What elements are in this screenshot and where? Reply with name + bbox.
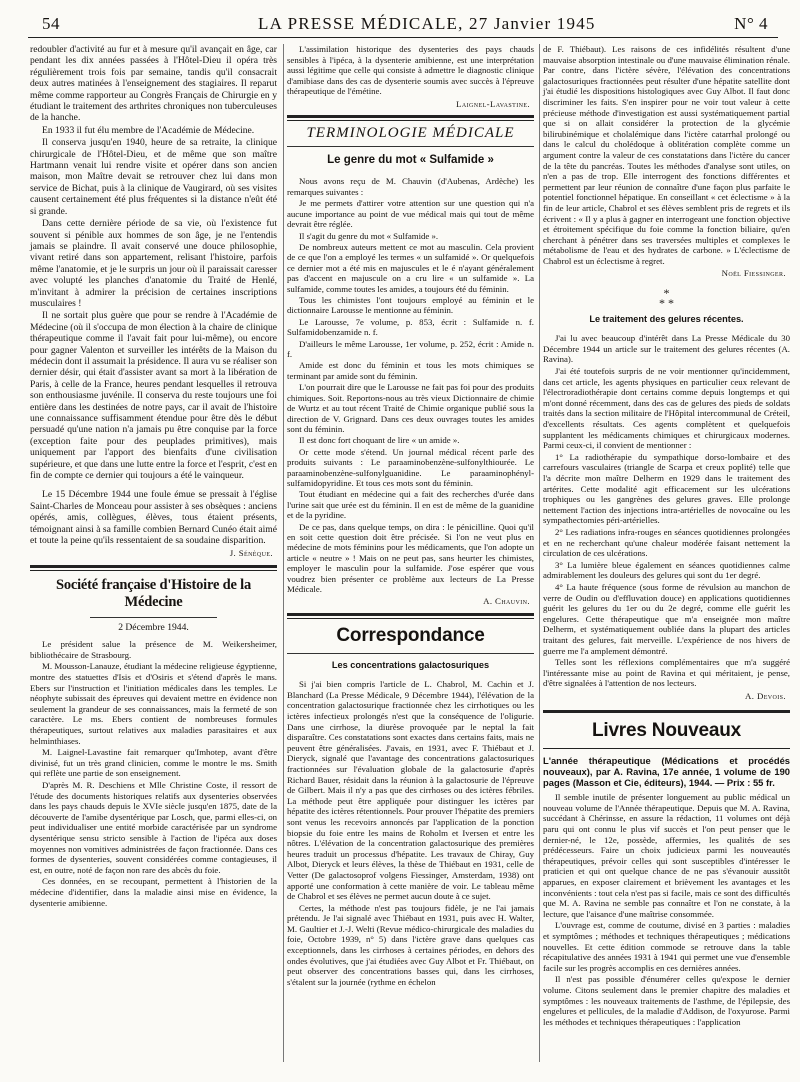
signature: Noël Fiessinger. bbox=[721, 268, 786, 279]
quote-paragraph: D'ailleurs le même Larousse, 1er volume, p. 252, écrit : Amide n. f. bbox=[287, 338, 534, 360]
paragraph: Il semble inutile de présenter longuement au public médical un nouveau volume de l'Année thérapeutique. Depuis que M. A. Ravina, succédant à Chérinsse, en assure la rédaction, 11 volumes ont déjà paru qui ont connu le plus vif succès et l'on peut penser que le dernier-né, le 12e, possède, affermies, les qualités de ses prédécesseurs. Faire un choix judicieux parmi les nouveautés thérapeutiques, prévoir celles qui sont susceptibles d'intéresser le praticien et qui ont quelque chance de ne pas s'évanouir aussitôt apparues, en exposer clairement et brièvement les avantages et les inconvénients : tout cela n'est pas si facile, mais ce sont des difficultés que M. A. Ravina ne semble pas connaître et l'on ne constate, à la lecture, que l'aisance d'une maîtrise consommée. bbox=[543, 792, 790, 919]
page-number: 54 bbox=[42, 14, 60, 33]
paragraph: Le président salue la présence de M. Weikersheimer, bibliothécaire de Strasbourg. bbox=[30, 639, 277, 660]
section-rule bbox=[287, 613, 534, 616]
signature: A. Devois. bbox=[745, 690, 786, 701]
article-title: Les concentrations galactosuriques bbox=[331, 659, 490, 670]
quote-paragraph: Tout étudiant en médecine qui a fait des recherches d'urée dans l'urine sait que urée est du féminin. Il en est de même de la guanidine et de la pyridine. bbox=[287, 489, 534, 521]
section-rule bbox=[287, 115, 534, 118]
section-rule bbox=[287, 618, 534, 619]
paragraph: M. Laignel-Lavastine fait remarquer qu'Imhotep, avant d'être divinisé, fut un très grand clinicien, comme le montre le ms. Smith qui reflète une partie de son enseignement. bbox=[30, 747, 277, 779]
paragraph: de F. Thiébaut). Les raisons de ces infidélités résultent d'une mauvaise absorption intestinale ou d'une mauvaise élimination rénale. Par contre, dans l'ictère sévère, l'élévation des concentrations galactosuriques fractionnées peut résulter d'une hépatite satellite dont j'ai étudié les dispositions histologiques avec Guy Albot. Il faut donc discriminer les faits. S'en inspirer pour ne voir tout valeur à cette précieuse méthode d'investigation est aussi systématiquement partial que si on allait considérer la protection de la glycémie bilirubinémique et cholalémique dans l'ictère catarrhal prolongé ou dans le calcul du cholédoque à oblitération complète comme un argument contre la valeur de ces constatations dans l'ictère du cancer de la tête du pancréas. Toutes les méthodes d'analyse sont utiles, on n'en a pas de trop. Elle interrogent des fonctions différentes et permettent par leur réunion de connaître d'une façon plus parfaite le potentiel fonctionnel hépatique. En conseillant « cet éclectisme » à la fin de leur article, Chabrol et ses élèves semblent pris de regrets et ils écrivent : « Il y a plus à gagner en interrogeant une fonction objective et étroitement spécifique du foie comme la fonction biliaire, qu'en cherchant à pénétrer dans ses traversées multiples et complexes le métabolisme de l'eau et des hydrates de carbone. » L'éclectisme de Chabrol est un éclectisme à regret. bbox=[543, 44, 790, 266]
issue-number: N° 4 bbox=[734, 14, 768, 33]
quote-paragraph: Or cette mode s'étend. Un journal médical récent parle des produits suivants : Le paraaminobenzène-sulfonylthiourée. Le paraaminobenzène-sulfonylguanidine. Le paraaminophényl-sulfamidopyridine. Et tous ces mots sont du féminin. bbox=[287, 446, 534, 488]
quote-paragraph: Tous les chimistes l'ont toujours employé au féminin et le dictionnaire Larousse le mentionne au féminin. bbox=[287, 295, 534, 316]
quote-paragraph: L'on pourrait dire que le Larousse ne fait pas foi pour des produits chimiques. Soit. Reportons-nous au très vieux Dictionnaire de chimie de Wurtz et au tout récent Traité de Chimie organique publié sous la direction de V. Grignard. Dans ces deux ouvrages toutes les amides sont du féminin. bbox=[287, 382, 534, 434]
paragraph: Il n'est pas possible d'énumérer celles qu'expose le dernier volume. Citons seulement dans le premier chapitre des maladies et symptômes : les nouveaux traitements de l'asthme, de l'épilepsie, des engelures et pellicules, de la maladie d'Addison, de l'oxyurose. Parmi les méthodes et techniques thérapeutiques : l'application bbox=[543, 974, 790, 1027]
paragraph: L'ouvrage est, comme de coutume, divisé en 3 parties : maladies et symptômes ; méthodes et techniques thérapeutiques ; médications nouvelles. Et cette édition commode se retrouve dans la table récapitulative des années 1931 à 1941 qui permet une vue d'ensemble facile sur les progrès accomplis en ces dernières années. bbox=[543, 920, 790, 973]
paragraph: J'ai été toutefois surpris de ne voir mentionner qu'incidemment, dans cet article, les agents physiques en particulier ceux relevant de l'électroradiothérapie dont certains comme depuis longtemps et qui m'ont donné récemment, dans des cas de gelures des pieds de soldats traités dans la section militaire de l'Hôpital intercommunal de Créteil, d'excellents résultats. Ces agents complètent et quelquefois supplantent les médicaments chimiques et chirurgicaux modernes. Parmi ceux-ci, il convient de mentionner : bbox=[543, 366, 790, 451]
article-title: Le genre du mot « Sulfamide » bbox=[327, 153, 494, 166]
paragraph: 3° La lumière bleue également en séances quotidiennes calme admirablement les douleurs des gelures qui sont du 1er degré. bbox=[543, 559, 790, 581]
signature: A. Chauvin. bbox=[483, 596, 530, 607]
section-title: Société française d'Histoire de la Médecine bbox=[55, 576, 252, 610]
quote-paragraph: Le Larousse, 7e volume, p. 853, écrit : Sulfamide n. f. Sulfamidobenzamide n. f. bbox=[287, 316, 534, 338]
divider bbox=[90, 617, 217, 618]
paragraph: Il ne sortait plus guère que pour se rendre à l'Académie de Médecine (où il s'occupa de mon élection à la chaire de clinique thérapeutique comme il l'avait fait pour lui-même), ou encore pour gagner Valenton et surveiller les intérêts de la Maison du médecin dont il assumait la présidence. Il aura vu se réaliser son dernier désir, qui était d'assister avant sa mort à la libération de Paris, à celle de la France, heures pendant lesquelles il retrouva son enthousiasme juvénile. Il conserva du reste toujours une foi entière dans les destinées de notre pays, car il avait de l'histoire une connaissance suffisamment étendue pour être dès le début persuadé qu'une nation n'a jamais pu être conquise par la force (exception faite pour des peuplades primitives), mais uniquement par l'apport des bienfaits d'une civilisation supérieure, et que dans une lutte entre la force et l'esprit, c'est en fin de compte ce dernier qui toujours a été le vainqueur. bbox=[30, 310, 277, 482]
section-rule bbox=[287, 120, 534, 121]
paragraph: Il conserva jusqu'en 1940, heure de sa retraite, la clinique chirurgicale de l'Hôtel-Dieu, et de même que son maître Hartmann venait lui rendre visite et opérer dans son ancien maison, mon Maître devait se retrouver chez lui dans mon service de Bichat, puis à la clinique de Vaugirard, où ses visites causent certainement été plus fréquentes si la distance n'eût été si grande. bbox=[30, 137, 277, 217]
paragraph: Si j'ai bien compris l'article de L. Chabrol, M. Cachin et J. Blanchard (La Presse Médicale, 9 Décembre 1944), l'élévation de la concentration galactosurique fractionnée chez les cirrhotiques ou les ictères infectieux prolongés n'est que la conséquence de l'oligurie. Dans une cirrhose, la diurèse provoquée par le neptal la fait disparaître. Ces constatations sont exactes dans certains faits, mais ne peuvent être généralisées. J'avais, en 1931, avec F. Thiébaut et J. Dieryck, signalé que l'avantage des concentrations galactosuriques fractionnées sur l'évaluation globale de la galactosurie d'après Richard Bauer, résidait dans la réunion à la galactosurie de l'épreuve de Gilbert. Mais il n'y a pas que des cirrhoses ou des ictères fébriles. La méthode peut être appliquée pour distinguer les ictères par hépatite des ictères rétentionnels. Pour prouver l'hépatite des premiers sont venus les recevoirs annoncés par l'application de la ponction biopsie du foie entre les mains de Roholm et Iversen et entre les nôtres. L'élévation de la concentration galactosurique des premières heures traduit un processus d'hépatite. Les travaux de Chiray, Guy Albot, Dieryck et leurs élèves, la thèse de Thiébaut en 1931, celle de Vetter (De galactosoprof volgens Fiessinger, Amsterdam, 1938) ont apporté une conformation à cette manière de voir. Le tableau même de Chabrol et ses élèves ne permet aucun doute à ce sujet. bbox=[287, 679, 534, 902]
paragraph: En 1933 il fut élu membre de l'Académie de Médecine. bbox=[42, 124, 255, 136]
signature: J. Sénèque. bbox=[229, 548, 273, 559]
paper-title: LA PRESSE MÉDICALE, 27 Janvier 1945 bbox=[258, 14, 596, 33]
quote-paragraph: Je me permets d'attirer votre attention sur une question qui n'a aucune importance au point de vue médical mais qui tout de même devrait être réglée. bbox=[287, 198, 534, 230]
quote-paragraph: De nombreux auteurs mettent ce mot au masculin. Cela provient de ce que l'on a employé les termes « un sulfamidé ». Or quelquefois ce dernier mot a été mis en majuscules et le é n'ayant généralement pas d'accent en majuscule on a cru lire « un sulfamide ». La sulfamide, comme toutes les amides, a toujours été du féminin. bbox=[287, 242, 534, 294]
quote-paragraph: Il s'agit du genre du mot « Sulfamide ». bbox=[299, 230, 439, 241]
column-divider bbox=[539, 44, 540, 1062]
paragraph: L'assimilation historique des dysenteries des pays chauds sensibles à l'ipéca, à la dysenterie amibienne, est une interprétation aussi légitime que celle qui consiste à admettre le diagnostic clinique d'amibiase dans des cas de dysenterie soumis avec succès à l'épreuve thérapeutique de l'émétine. bbox=[287, 44, 534, 97]
paragraph: 1° La radiothérapie du sympathique dorso-lombaire et des carrefours vasculaires (triangle de Scarpa et creux poplité) telle que l'a décrite mon maître Delherm en 1929 dans le traitement des artérites. Cette modalité agit efficacement sur les ulcérations trophiques ou les gangrènes des gelures graves. Elle prolonge nettement l'action des injections intra-artérielles de novocaïne ou les sympathectomies péri-artérielles. bbox=[543, 451, 790, 526]
masthead bbox=[28, 14, 778, 36]
paragraph: Certes, la méthode n'est pas toujours fidèle, je ne l'ai jamais prétendu. Je l'ai signalé avec Thiébaut en 1931, puis avec H. Walter, M. Gaultier et J.-J. Welti (Revue médico-chirurgicale des maladies du foie, Octobre 1939, n° 5) dans l'ictère grave dans quelques cas exceptionnels, dans les cirrhoses à certaines périodes, en dehors des ondes évolutives, que j'ai étudiées avec Guy Albot et Fr. Thiébaut, on peut observer des concentrations basses qui, dans les cirrhoses, s'étalent sur la journée (rythme en échelon bbox=[287, 902, 534, 987]
asterism: * * * bbox=[659, 285, 674, 310]
paragraph: J'ai lu avec beaucoup d'intérêt dans La Presse Médicale du 30 Décembre 1944 un article sur le traitement des gelures récentes (A. Ravina). bbox=[543, 333, 790, 365]
rubric-title: TERMINOLOGIE MÉDICALE bbox=[306, 125, 515, 142]
quote-paragraph: Il est donc fort choquant de lire « un amide ». bbox=[299, 435, 460, 446]
column-3 bbox=[543, 44, 790, 1028]
rubric-box bbox=[543, 710, 790, 749]
paragraph: Nous avons reçu de M. Chauvin (d'Aubenas, Ardèche) les remarques suivantes : bbox=[287, 176, 534, 197]
paragraph: D'après M. R. Deschiens et Mlle Christine Coste, il ressort de l'étude des documents historiques relatifs aux dysenteries observées dans les pays chauds depuis le XVIe siècle jusqu'en 1875, date de la découverte de l'amibe dysentérique par Losch, que, parmi elles-ci, on peut individualiser une entité morbide caractérisée par un syndrome dysentérique sensu stricto sensible à l'action de l'ipéca aux doses moyennes non vomitives administrées de façon fractionnée. Dans ces formes de dysenteries, souvent considérées comme contagieuses, il est, en outre, noté de façon non rare des abcès du foie. bbox=[30, 780, 277, 875]
session-date: 2 Décembre 1944. bbox=[118, 621, 189, 633]
quote-paragraph: De ce pas, dans quelque temps, on dira : le pénicilline. Quoi qu'il en soit cette question doit être précisée. Si l'on ne veut plus en médecine de mots féminins pour les médicaments, que l'on adopte un article « neutre » ! Mais on ne peut pas, sans heurter les chimistes, employer le masculin pour la sulfamide. J'ose espérer que vous voudrez bien présenter ce problème aux lecteurs de La Presse Médicale. bbox=[287, 521, 534, 594]
masthead-rule bbox=[28, 37, 778, 38]
paragraph: 4° La haute fréquence (sous forme de révulsion au manchon de verre de Oudin ou d'effluvation douce) en applications quotidiennes guérit les gelures du 1er ou du 2e degré, comme elle guérit les engelures. Cette thérapeutique que m'a enseignée mon maître Delherm, et systématiquement oubliée dans la plupart des articles traitant des gelures, fait merveille. L'expérience de nos hivers de guerre me l'a amplement démontré. bbox=[543, 581, 790, 656]
signature: Laignel-Lavastine. bbox=[456, 98, 530, 109]
quote-paragraph: Amide est donc du féminin et tous les mots chimiques se terminant par amide sont du féminin. bbox=[287, 360, 534, 381]
paragraph: 2° Les radiations infra-rouges en séances quotidiennes prolongées et en ne recherchant qu'une chaleur modérée faisant nettement la circulation de ces ulcérations. bbox=[543, 526, 790, 559]
column-2 bbox=[287, 44, 534, 988]
paragraph: Ces données, en se recoupant, permettent à l'historien de la médecine d'identifier, dans la maladie ainsi mise en évidence, la dysenterie amibienne. bbox=[30, 876, 277, 908]
column-1 bbox=[30, 44, 277, 909]
section-rule bbox=[30, 570, 277, 571]
divider bbox=[287, 146, 534, 147]
section-title: Livres Nouveaux bbox=[591, 720, 742, 742]
paragraph: redoubler d'activité au fur et à mesure qu'il avançait en âge, car pendant les dix années passées à l'Hôtel-Dieu il opéra très régulièrement trois fois par semaine, tandis qu'il consacrait deux autres matinées à l'enseignement des stagiaires. Il reparut même comme rapporteur au Congrès Français de Chirurgie en y étudiant le traitement des arthrites chroniques non tuberculeuses de la hanche. bbox=[30, 44, 277, 124]
paragraph: Le 15 Décembre 1944 une foule émue se pressait à l'église Saint-Charles de Monceau pour assister à ses obsèques : anciens opérés, amis, collègues, élèves, tous étaient présents, témoignant ainsi à sa famille combien Bernard Cunéo était aimé et toute la peine qu'ils ressentaient de sa soudaine disparition. bbox=[30, 489, 277, 547]
section-rule bbox=[30, 565, 277, 568]
paragraph: Dans cette dernière période de sa vie, où l'existence fut souvent si pénible aux hommes de son âge, je ne l'entendis jamais se plaindre. Il avait conservé une douce philosophie, vivant retiré dans son appartement, relisant l'histoire, parfois même l'anatomie, et je le surpris un jour où il paraissait caresser avec volupté les planches d'anatomie du Traité de Henlé, m'invitant à admirer la précision de certaines inscriptions musculaires ! bbox=[30, 218, 277, 309]
column-divider bbox=[283, 44, 284, 1062]
article-title: Le traitement des gelures récentes. bbox=[589, 313, 744, 324]
divider bbox=[287, 653, 534, 654]
paragraph: M. Mousson-Lanauze, étudiant la médecine religieuse égyptienne, montre des statuettes d'Isis et d'Osiris et s'étend d'après le mans. Ebers sur l'instruction et l'initiation médicales dans les temples. Le néophyte subissait des épreuves qui devaient mettre en évidence non seulement la grandeur de ses connaissances, mais la fermeté de son caractère. Le ms. Ebers contient de nombreuses formules thérapeutiques, surtout relatives aux maladies parasitaires et aux helminthiases. bbox=[30, 661, 277, 746]
book-heading: L'année thérapeutique (Médications et procédés nouveaux), par A. Ravina, 17e année, 1 volume de 190 pages (Masson et Cie, éditeurs), 1944. — Prix : 55 fr. bbox=[543, 755, 790, 789]
section-title: Correspondance bbox=[336, 624, 485, 646]
paragraph: Telles sont les réflexions complémentaires que m'a suggéré l'intéressante mise au point de Ravina et qui méritaient, je pense, d'être signalées à l'attention de nos lecteurs. bbox=[543, 657, 790, 689]
